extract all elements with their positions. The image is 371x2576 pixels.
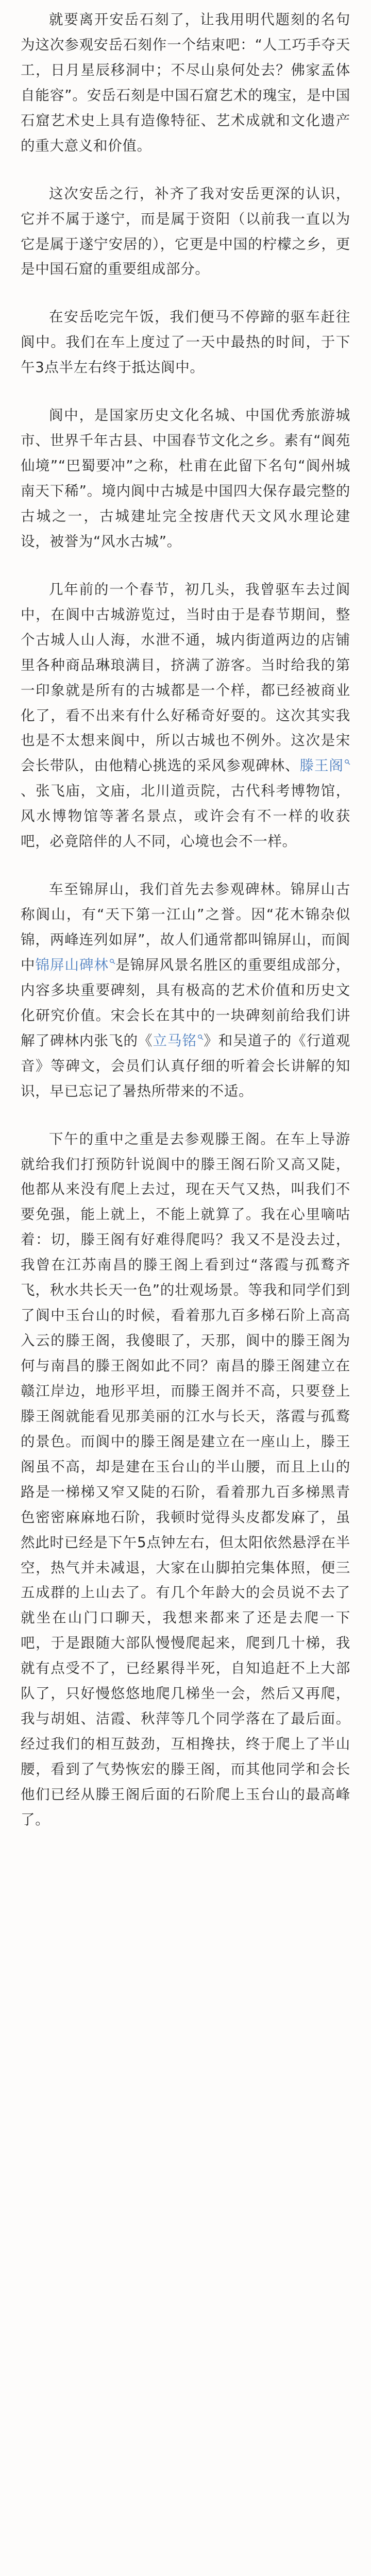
paragraph-text: 阆中，是国家历史文化名城、中国优秀旅游城市、世界千年古县、中国春节文化之乡。素有“阆苑仙境”“巴蜀要冲”之称，杜甫在此留下名句“阆州城南天下稀”。境内阆中古城是中国四大保存最完整的古城之一，古城建址完全按唐代天文风水理论建设，被誉为“风水古城”。: [21, 407, 350, 550]
paragraph-text: 车至锦屏山，我们首先去参观碑林。锦屏山古称阆山，有“天下第一江山”之誉。因“花木锦杂似锦，两峰连列如屏”，故人们通常都叫锦屏山，而阆中: [21, 881, 350, 973]
search-link[interactable]: [299, 757, 350, 774]
search-icon: [344, 759, 350, 765]
article-paragraph: [21, 1127, 350, 1833]
article-paragraph: [21, 577, 350, 854]
search-icon: [109, 958, 115, 964]
paragraph-text: 下午的重中之重是去参观滕王阁。在车上导游就给我们打预防针说阆中的滕王阁石阶又高又陡，他都从来没有爬上去过，现在天气又热，叫我们不要免强，能上就上，不能上就算了。我在心里嘀咕着：切，滕王阁有好难得爬吗？我又不是没去过，我曾在江苏南昌的滕王阁上看到过“落霞与孤鹜齐飞，秋水共长天一色”的壮观场景。等我和同学们到了阆中玉台山的时候，看着那九百多梯石阶上高高入云的滕王阁，我傻眼了，天那，阆中的滕王阁为何与南昌的滕王阁如此不同？南昌的滕王阁建立在赣江岸边，地形平坦，而滕王阁并不高，只要登上滕王阁就能看见那美丽的江水与长天，落霞与孤鹜的景色。而阆中的滕王阁是建立在一座山上，滕王阁虽不高，却是建在玉台山的半山腰，而且上山的路是一梯梯又窄又陡的石阶，看着那九百多梯黑青色密密麻麻地石阶，我顿时觉得头皮都发麻了，虽然此时已经是下午5点钟左右，但太阳依然悬浮在半空，热气并未减退，大家在山脚拍完集体照，便三五成群的上山去了。有几个年龄大的会员说不去了就坐在山门口聊天，我想来都来了还是去爬一下吧，于是跟随大部队慢慢爬起来，爬到几十梯，我就有点受不了，已经累得半死，自知追赶不上大部队了，只好慢悠悠地爬几梯坐一会，然后又再爬，我与胡姐、洁霞、秋萍等几个同学落在了最后面。经过我们的相互鼓劲，互相搀扶，终于爬上了半山腰，看到了气势恢宏的滕王阁，而其他同学和会长他们已经从滕王阁后面的石阶爬上玉台山的最高峰了。: [21, 1130, 350, 1828]
paragraph-text: 、张飞庙，文庙，北川道贡院，古代科考博物馆，风水博物馆等著名景点，或许会有不一样的收获吧，必竟陪伴的人不同，心境也会不一样。: [21, 783, 350, 850]
paragraph-text: 几年前的一个春节，初几头，我曾驱车去过阆中，在阆中古城游览过，当时由于是春节期间，整个古城人山人海，水泄不通，城内街道两边的店铺里各种商品琳琅满目，挤满了游客。当时给我的第一印象就是所有的古城都是一个样，都已经被商业化了，看不出来有什么好稀奇好耍的。这次其实我也是不太想来阆中，所以古城也不例外。这次是宋会长带队，由他精心挑选的采风参观碑林、: [21, 581, 350, 774]
search-link-label: 立马铭: [153, 1032, 197, 1049]
paragraph-text: 就要离开安岳石刻了，让我用明代题刻的名句为这次参观安岳石刻作一个结束吧：“人工巧手夺天工，日月星辰移洞中；不尽山泉何处去？佛家孟体自能容”。安岳石刻是中国石窟艺术的瑰宝，是中国石窟艺术史上具有造像特征、艺术成就和文化遗产的重大意义和价值。: [21, 11, 350, 154]
article-paragraph: [21, 181, 350, 282]
paragraph-text: 这次安岳之行，补齐了我对安岳更深的认识，它并不属于遂宁，而是属于资阳（以前我一直以为它是属于遂宁安居的），它更是中国的柠檬之乡，更是中国石窟的重要组成部分。: [21, 185, 350, 278]
paragraph-text: 在安岳吃完午饭，我们便马不停蹄的驱车赶往阆中。我们在车上度过了一天中最热的时间，于下午3点半左右终于抵达阆中。: [21, 309, 350, 376]
paragraph-text: 是锦屏风景名胜区的重要组成部分，内容多块重要碑刻，具有极高的艺术价值和历史文化研究价值。宋会长在其中的一块碑刻前给我们讲解了碑林内张飞的《: [21, 956, 350, 1049]
search-icon: [197, 1034, 204, 1040]
paragraph-text: 》和吴道子的《行道观音》等碑文，会员们认真仔细的听着会长讲解的知识，早已忘记了暑热所带来的不适。: [21, 1032, 350, 1099]
search-link[interactable]: [36, 957, 116, 973]
search-link-label: 锦屏山碑林: [35, 956, 109, 973]
article-paragraph: [21, 304, 350, 380]
article-paragraph: [21, 403, 350, 554]
article-paragraph: [21, 877, 350, 1104]
search-link-label: 滕王阁: [299, 757, 344, 774]
article-paragraph: [21, 7, 350, 159]
search-link[interactable]: [153, 1032, 204, 1049]
